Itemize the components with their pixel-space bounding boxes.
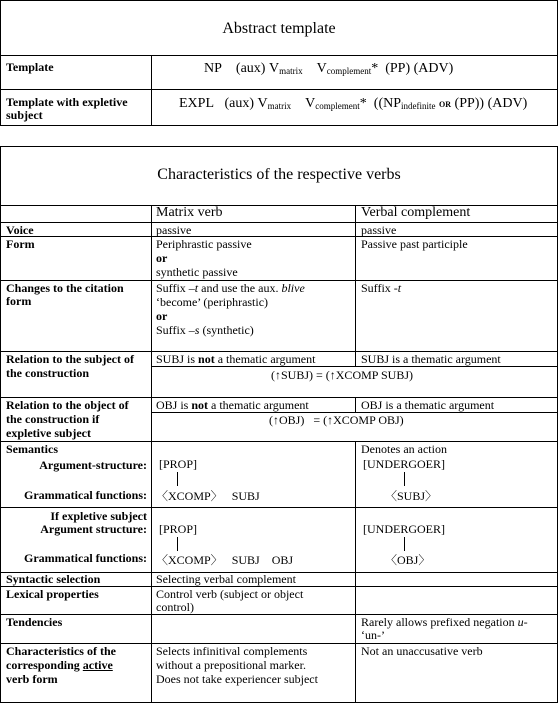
- voice-matrix: passive: [156, 223, 192, 237]
- vcomp-symbol: V: [316, 61, 327, 76]
- template-label: Template: [6, 60, 54, 74]
- column-divider: [355, 205, 356, 366]
- linking-line: [177, 472, 178, 486]
- v-subscript: matrix: [279, 66, 303, 76]
- text-fragment: Suffix: [361, 281, 394, 295]
- active-label-3: verb form: [6, 672, 58, 686]
- verbal-complement-header: Verbal complement: [361, 205, 471, 220]
- semantics-complement: Denotes an action: [361, 442, 447, 456]
- aux-symbol: (aux): [235, 61, 266, 76]
- changes-label-2: form: [6, 294, 32, 308]
- xcomp-function: 〈XCOMP〉: [156, 489, 223, 503]
- linking-line: [404, 537, 405, 551]
- form-complement: Passive past participle: [361, 237, 468, 251]
- text-fragment: (synthetic): [199, 323, 254, 337]
- voice-label: Voice: [6, 223, 34, 237]
- suffix-t: -t: [393, 281, 402, 295]
- subj-function: SUBJ: [231, 553, 260, 567]
- lexical-matrix-2: control): [156, 600, 194, 614]
- semantics-complement-gf: 〈SUBJ〉: [385, 489, 438, 503]
- pp-symbol: (PP)): [454, 96, 485, 111]
- suffix-t: t: [194, 281, 199, 295]
- adv-symbol: (ADV): [487, 96, 528, 111]
- table-divider: [1, 441, 557, 442]
- obj-function: OBJ: [271, 553, 294, 567]
- prefix-u: u-: [517, 615, 528, 629]
- tendencies-label: Tendencies: [6, 615, 63, 629]
- changes-complement: [361, 282, 401, 295]
- active-matrix-1: Selects infinitival complements: [156, 644, 308, 658]
- tendencies-complement-2: ‘un-’: [361, 628, 385, 642]
- np-symbol: ((NP: [373, 96, 402, 111]
- vcomp-subscript: complement: [326, 66, 372, 76]
- grammatical-functions-label: Grammatical functions:: [24, 488, 147, 502]
- form-matrix-2: synthetic passive: [156, 265, 238, 279]
- object-relation-label-3: expletive subject: [6, 426, 91, 440]
- np-symbol: NP: [204, 61, 222, 76]
- object-relation-equation: (↑OBJ) = (↑XCOMP OBJ): [269, 413, 404, 427]
- voice-complement: passive: [361, 223, 397, 237]
- subject-relation-label-2: the construction: [6, 366, 89, 380]
- semantics-matrix-gf: [156, 490, 260, 503]
- abstract-template-table: [0, 0, 558, 126]
- expletive-matrix-gf: [156, 554, 293, 567]
- expletive-template-label-2: subject: [6, 108, 43, 122]
- linking-line: [177, 537, 178, 551]
- form-label: Form: [6, 237, 35, 251]
- blive-word: blive: [281, 281, 305, 295]
- np-subscript: indefinite: [401, 101, 436, 111]
- template-formula: [204, 61, 453, 77]
- table-divider: [151, 366, 557, 367]
- matrix-verb-header: Matrix verb: [156, 205, 223, 220]
- column-divider: [355, 441, 356, 703]
- object-relation-label-1: Relation to the object of: [6, 398, 129, 412]
- adv-symbol: (ADV): [413, 61, 454, 76]
- expletive-complement-arg: [UNDERGOER]: [363, 522, 445, 536]
- table-divider: [1, 507, 557, 508]
- changes-label-1: Changes to the citation: [6, 281, 124, 295]
- xcomp-function: 〈XCOMP〉: [156, 553, 223, 567]
- text-fragment: Suffix –: [156, 281, 195, 295]
- changes-matrix-or: or: [156, 309, 168, 323]
- object-relation-complement: OBJ is a thematic argument: [361, 398, 495, 412]
- column-divider: [355, 397, 356, 412]
- argument-structure-label: Argument-structure:: [39, 458, 147, 472]
- column-divider: [151, 55, 152, 126]
- vcomp-symbol: V: [305, 96, 316, 111]
- semantics-complement-arg: [UNDERGOER]: [363, 457, 445, 471]
- expletive-complement-gf: 〈OBJ〉: [385, 553, 431, 567]
- v-symbol: V: [268, 61, 280, 76]
- syntactic-selection-label: Syntactic selection: [6, 572, 101, 586]
- text-fragment: Suffix –: [156, 323, 195, 337]
- kleene-star: *: [359, 96, 367, 111]
- active-label-1: Characteristics of the: [6, 644, 116, 658]
- changes-matrix-2: ‘become’ (periphrastic): [156, 295, 269, 309]
- subject-relation-label-1: Relation to the subject of: [6, 352, 134, 366]
- active-matrix-3: Does not take experiencer subject: [156, 672, 318, 686]
- expl-symbol: EXPL: [179, 96, 214, 111]
- text-fragment: corresponding: [6, 658, 83, 672]
- active-complement: Not an unaccusative verb: [361, 644, 483, 658]
- characteristics-title: Characteristics of the respective verbs: [157, 166, 401, 183]
- linking-line: [404, 472, 405, 486]
- pp-symbol: (PP): [385, 61, 411, 76]
- subject-relation-matrix: [156, 353, 315, 366]
- column-divider: [151, 205, 152, 703]
- abstract-template-title: Abstract template: [222, 20, 336, 37]
- not-word: not: [198, 352, 215, 366]
- characteristics-table: [0, 146, 558, 703]
- subject-relation-complement: SUBJ is a thematic argument: [361, 352, 501, 366]
- subj-function: SUBJ: [231, 489, 260, 503]
- v-symbol: V: [257, 96, 268, 111]
- not-word: not: [191, 398, 209, 412]
- text-fragment: and use the aux.: [198, 281, 282, 295]
- active-label-2: [6, 659, 113, 672]
- object-relation-matrix: [156, 399, 309, 412]
- active-word: active: [82, 658, 113, 672]
- kleene-star: *: [371, 61, 379, 76]
- expletive-gf-label: Grammatical functions:: [24, 551, 147, 565]
- suffix-s: s: [194, 323, 200, 337]
- semantics-matrix-arg: [PROP]: [159, 457, 198, 471]
- vcomp-subscript: complement: [315, 101, 360, 111]
- syntactic-selection-matrix: Selecting verbal complement: [156, 572, 296, 586]
- aux-symbol: (aux): [224, 96, 255, 111]
- expletive-arg-label: Argument structure:: [40, 522, 147, 536]
- semantics-label: Semantics: [6, 442, 58, 456]
- or-symbol: OR: [439, 100, 452, 109]
- text-fragment: SUBJ is: [156, 352, 199, 366]
- form-matrix-or: or: [156, 251, 168, 265]
- table-divider: [1, 222, 557, 223]
- text-fragment: Rarely allows prefixed negation: [361, 615, 518, 629]
- v-subscript: matrix: [267, 101, 292, 111]
- table-divider: [1, 205, 557, 206]
- text-fragment: OBJ is: [156, 398, 192, 412]
- text-fragment: a thematic argument: [208, 398, 309, 412]
- table-divider: [1, 55, 557, 56]
- text-fragment: a thematic argument: [214, 352, 316, 366]
- expletive-label: If expletive subject: [50, 509, 147, 523]
- table-divider: [1, 236, 557, 237]
- expletive-template-formula: [179, 96, 527, 112]
- expletive-template-label-1: Template with expletive: [6, 95, 128, 109]
- subject-relation-equation: (↑SUBJ) = (↑XCOMP SUBJ): [271, 368, 414, 382]
- tendencies-complement-1: [361, 616, 528, 629]
- expletive-matrix-arg: [PROP]: [159, 522, 198, 536]
- object-relation-label-2: the construction if: [6, 412, 100, 426]
- table-divider: [1, 89, 557, 90]
- lexical-matrix-1: Control verb (subject or object: [156, 587, 304, 601]
- changes-matrix-1: [156, 282, 305, 295]
- lexical-properties-label: Lexical properties: [6, 587, 99, 601]
- changes-matrix-3: [156, 324, 254, 337]
- form-matrix-1: Periphrastic passive: [156, 237, 252, 251]
- active-matrix-2: without a prepositional marker.: [156, 658, 306, 672]
